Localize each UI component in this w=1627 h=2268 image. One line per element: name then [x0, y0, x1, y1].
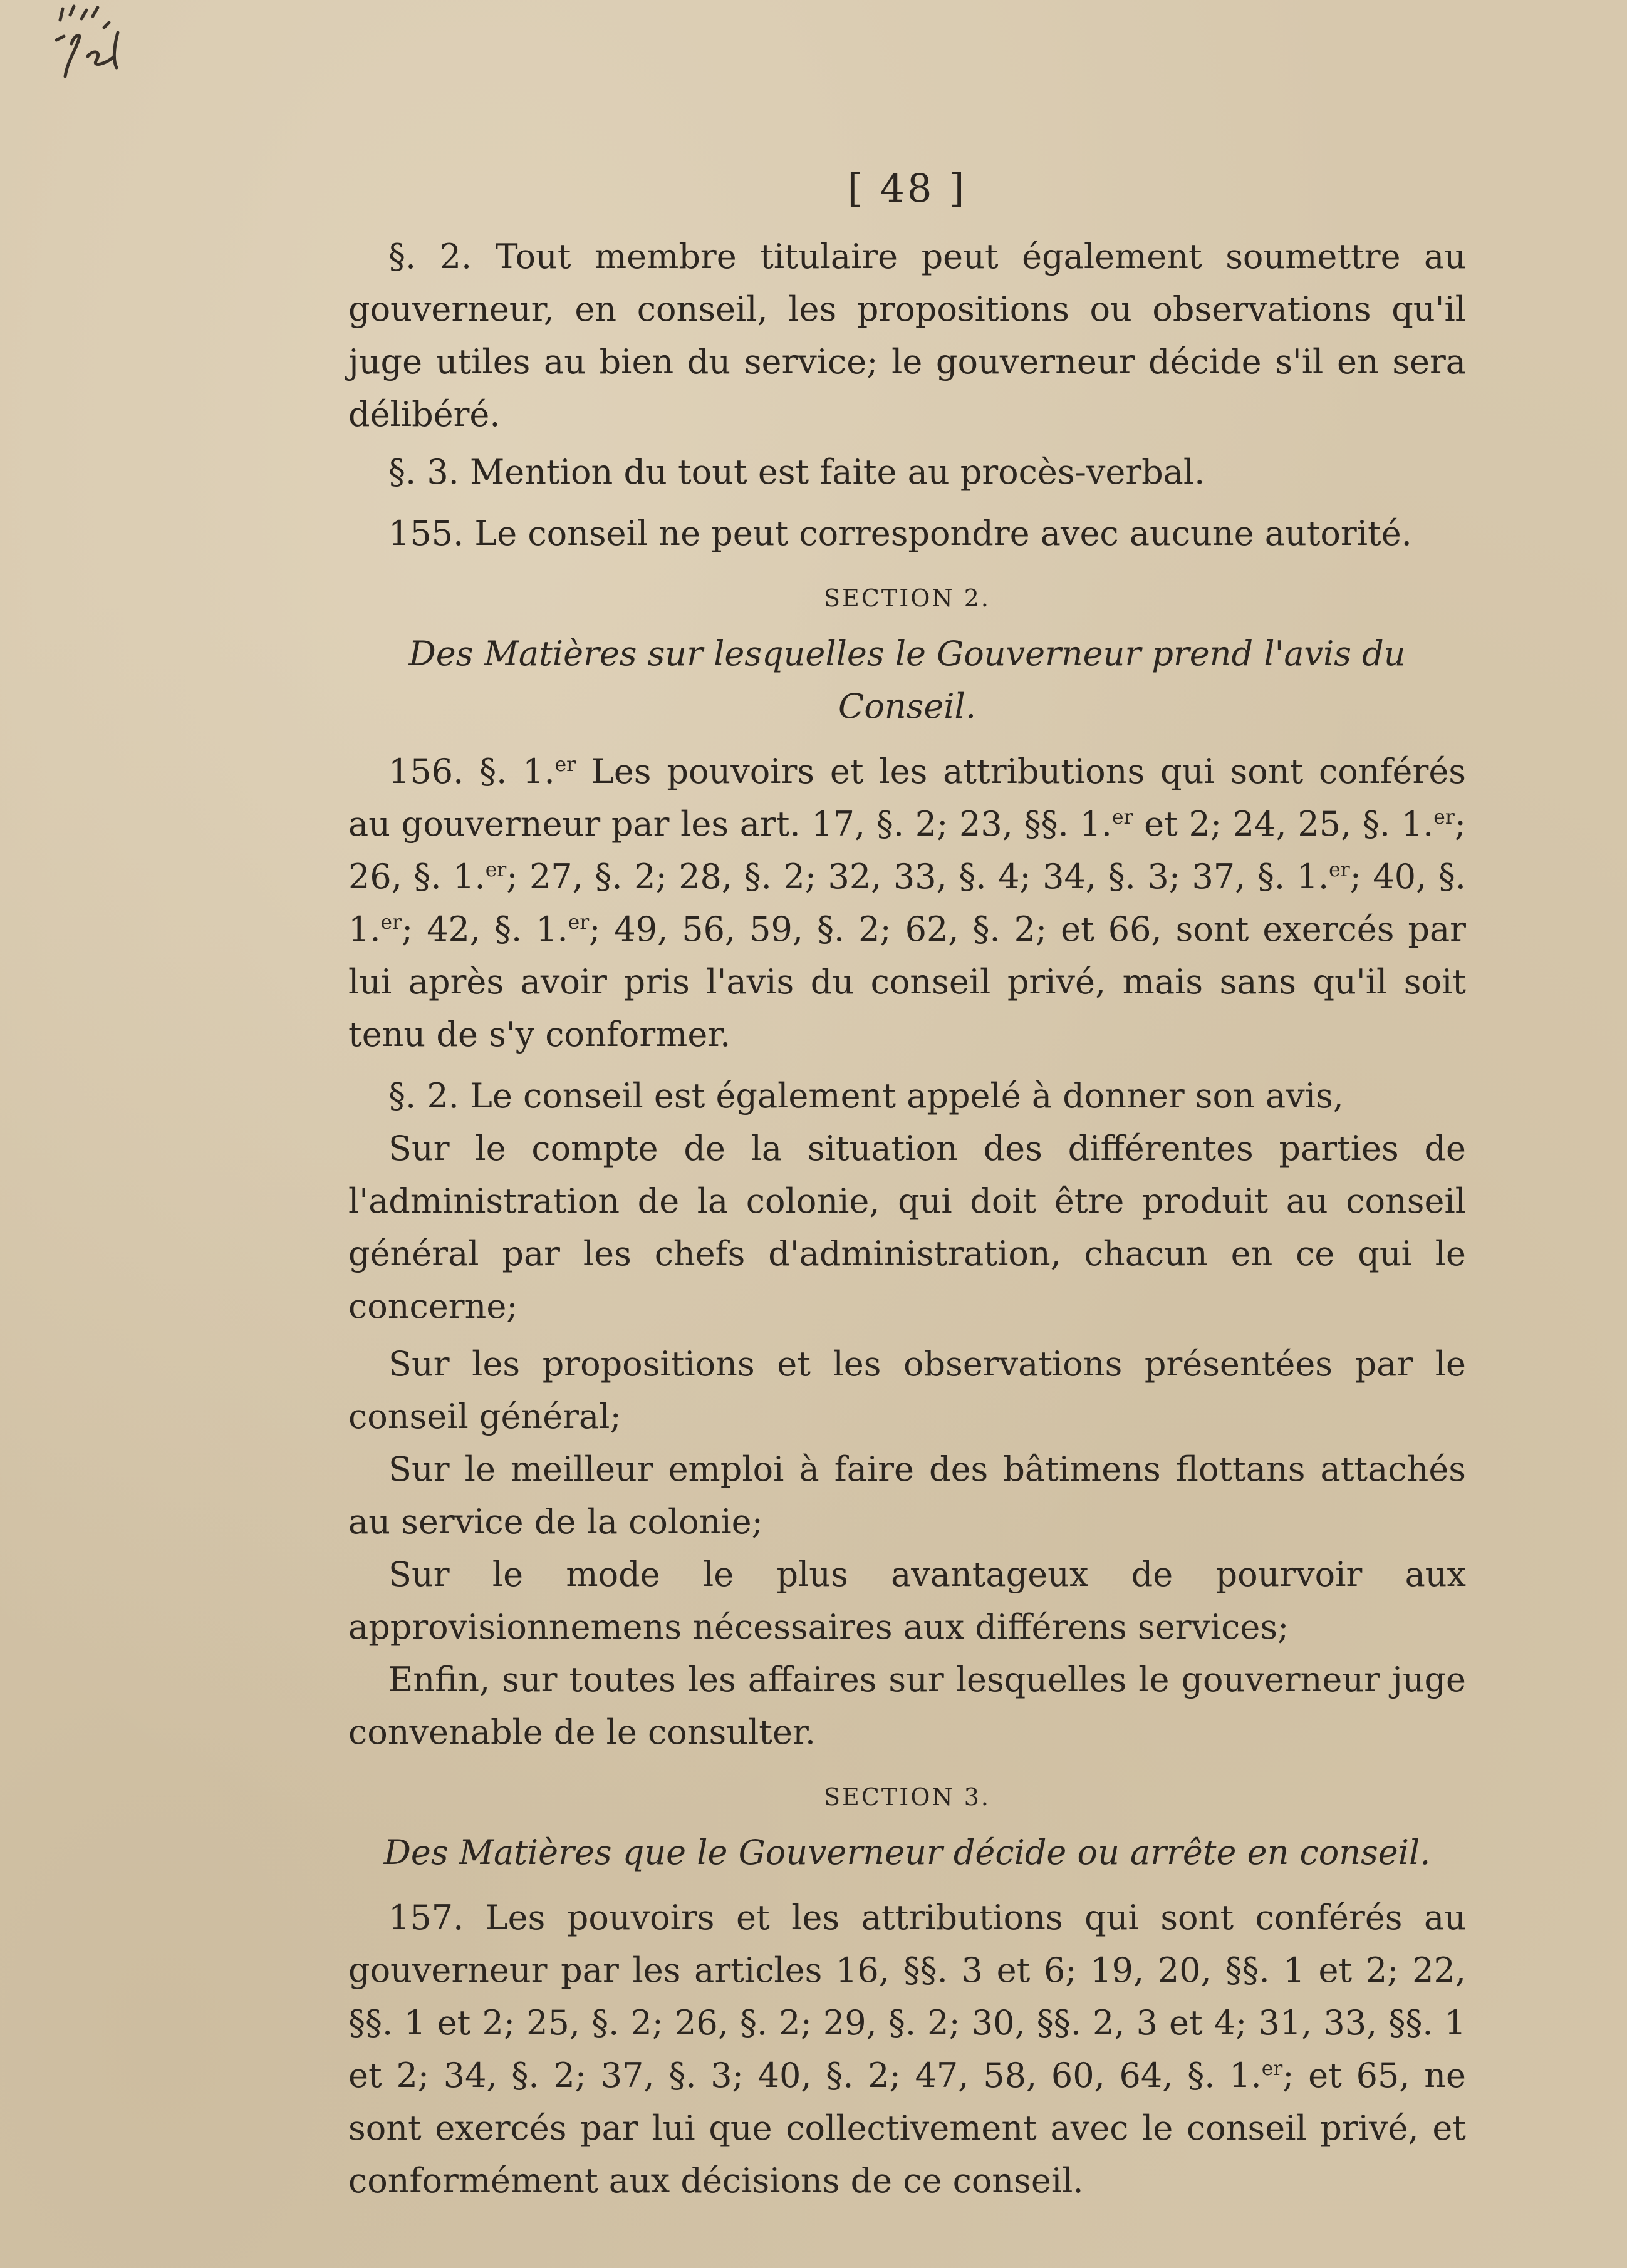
text-run: 157. Les pouvoirs et les attributions qui sont conférés au gouverneur par les articles 16, §§. 3 et 6; 19, 20, §§. 1 et 2; 22, §§. 1 et 2; 25, §. 2; 26, §. 2; 29, §. 2; 30, §§. 2, 3 et 4; 31, 33, §§. 1 et 2; 34, §. 2; 37, §. 3; 40, §. 2; 47, 58, 60, 64, §. 1. [348, 1898, 1466, 2095]
superscript: er [485, 859, 507, 881]
paragraph-art154-s2: §. 2. Tout membre titulaire peut également soumettre au gouverneur, en conseil, les propositions ou observations qu'il juge utiles au bien du service; le gouverneur décide s'il en sera délibéré. [348, 237, 1466, 434]
paragraph-enfin: Enfin, sur toutes les affaires sur lesquelles le gouverneur juge convenable de le consulter. [348, 1660, 1466, 1752]
text-run: ; 27, §. 2; 28, §. 2; 32, 33, §. 4; 34, §. 3; 37, §. 1. [506, 857, 1329, 896]
paragraph-compte-situation: Sur le compte de la situation des différentes parties de l'administration de la colonie, qui doit être produit au conseil général par les chefs d'administration, chacun en ce qui le concerne; [348, 1129, 1466, 1326]
paragraph-art157 [348, 1892, 1466, 2207]
superscript: er [1433, 806, 1455, 829]
section-2-title: Des Matières sur lesquelles le Gouverneur prend l'avis du Conseil. [408, 634, 1406, 726]
text-run: 156. §. 1. [388, 752, 555, 791]
superscript: er [568, 911, 590, 934]
page-number: [ 48 ] [847, 165, 967, 211]
text-run: ; 42, §. 1. [402, 909, 568, 949]
superscript: er [380, 911, 402, 934]
paragraph-approvisionnemens: Sur le mode le plus avantageux de pourvoir aux approvisionnemens nécessaires aux différens services; [348, 1555, 1466, 1647]
paragraph-art156-s1 [348, 745, 1466, 1061]
paragraph-propositions: Sur les propositions et les observations présentées par le conseil général; [348, 1344, 1466, 1436]
handwritten-mark [49, 3, 137, 84]
paragraph-art155: 155. Le conseil ne peut correspondre avec aucune autorité. [388, 514, 1412, 553]
document-page [348, 165, 1466, 2207]
text-run: et 2; 24, 25, §. 1. [1133, 804, 1434, 844]
text-run: ; 49, 56, 59, §. 2; 62, §. 2; et 66, sont exercés par lui après avoir pris l'avis du conseil privé, mais sans qu'il soit tenu de s'y conformer. [348, 909, 1466, 1054]
superscript: er [554, 753, 576, 776]
paragraph-art156-s2: §. 2. Le conseil est également appelé à donner son avis, [388, 1076, 1344, 1116]
paragraph-art154-s3: §. 3. Mention du tout est faite au procès-verbal. [388, 452, 1205, 492]
text-run: ; 40, §. 1. [348, 857, 1466, 949]
section-3-label: SECTION 3. [824, 1783, 990, 1811]
superscript: er [1111, 806, 1133, 829]
superscript: er [1329, 859, 1350, 881]
paragraph-batimens: Sur le meilleur emploi à faire des bâtimens flottans attachés au service de la colonie; [348, 1449, 1466, 1541]
superscript: er [1261, 2058, 1283, 2080]
text-run: Les pouvoirs et les attributions qui sont conférés au gouverneur par les art. 17, §. 2; 23, §§. 1. [348, 752, 1466, 844]
text-run: ; et 65, ne sont exercés par lui que collectivement avec le conseil privé, et conformément aux décisions de ce conseil. [348, 2056, 1466, 2200]
section-3-title: Des Matières que le Gouverneur décide ou arrête en conseil. [383, 1833, 1431, 1872]
section-2-label: SECTION 2. [824, 584, 990, 612]
text-run: ; 26, §. 1. [348, 804, 1466, 896]
